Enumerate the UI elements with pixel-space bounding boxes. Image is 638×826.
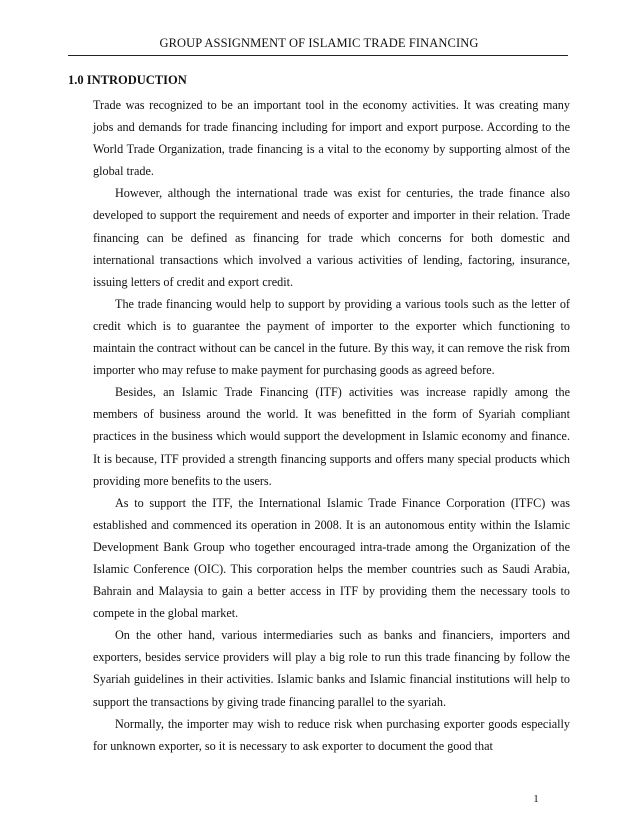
section-heading: 1.0 INTRODUCTION xyxy=(68,73,187,87)
running-header: GROUP ASSIGNMENT OF ISLAMIC TRADE FINANCING xyxy=(159,36,479,50)
paragraph: Normally, the importer may wish to reduce risk when purchasing exporter goods especially for unknown exporter, so it is necessary to ask exporter to document the good that xyxy=(93,716,570,753)
paragraph: As to support the ITF, the International Islamic Trade Finance Corporation (ITFC) was established and commenced its operation in 2008. It is an autonomous entity within the Islamic Development Bank Group who together encouraged intra-trade among the Organization of the Islamic Conference (OIC). This corporation helps the member countries such as Saudi Arabia, Bahrain and Malaysia to gain a better access in ITF by providing them the necessary tools to compete in the global market. xyxy=(93,495,570,621)
page-number: 1 xyxy=(533,793,539,805)
paragraph: The trade financing would help to support by providing a various tools such as the letter of credit which is to guarantee the payment of importer to the exporter which functioning to maintain the contract without can be cancel in the future. By this way, it can remove the risk from importer who may refuse to make payment for purchasing goods as agreed before. xyxy=(93,296,570,378)
paragraph: Besides, an Islamic Trade Financing (ITF) activities was increase rapidly among the members of business around the world. It was benefitted in the form of Syariah compliant practices in the business which would support the development in Islamic economy and finance. It is because, ITF provided a strength financing supports and offers many special products which providing more benefits to the users. xyxy=(93,385,570,488)
paragraph: However, although the international trade was exist for centuries, the trade finance also developed to support the requirement and needs of exporter and importer in their relation. Trade financing can be defined as financing for trade which concerns for both domestic and international transactions which involved a various activities of lending, factoring, insurance, issuing letters of credit and export credit. xyxy=(93,186,570,289)
header-divider xyxy=(68,55,568,56)
paragraph: On the other hand, various intermediaries such as banks and financiers, importers and exporters, besides service providers will play a big role to run this trade financing by follow the Syariah guidelines in their activities. Islamic banks and Islamic financial institutions will help to support the transactions by giving trade financing parallel to the syariah. xyxy=(93,628,570,709)
body-text xyxy=(93,94,570,757)
paragraph: Trade was recognized to be an important tool in the economy activities. It was creating many jobs and demands for trade financing including for import and export purpose. According to the World Trade Organization, trade financing is a vital to the economy by supporting almost of the global trade. xyxy=(93,98,570,179)
